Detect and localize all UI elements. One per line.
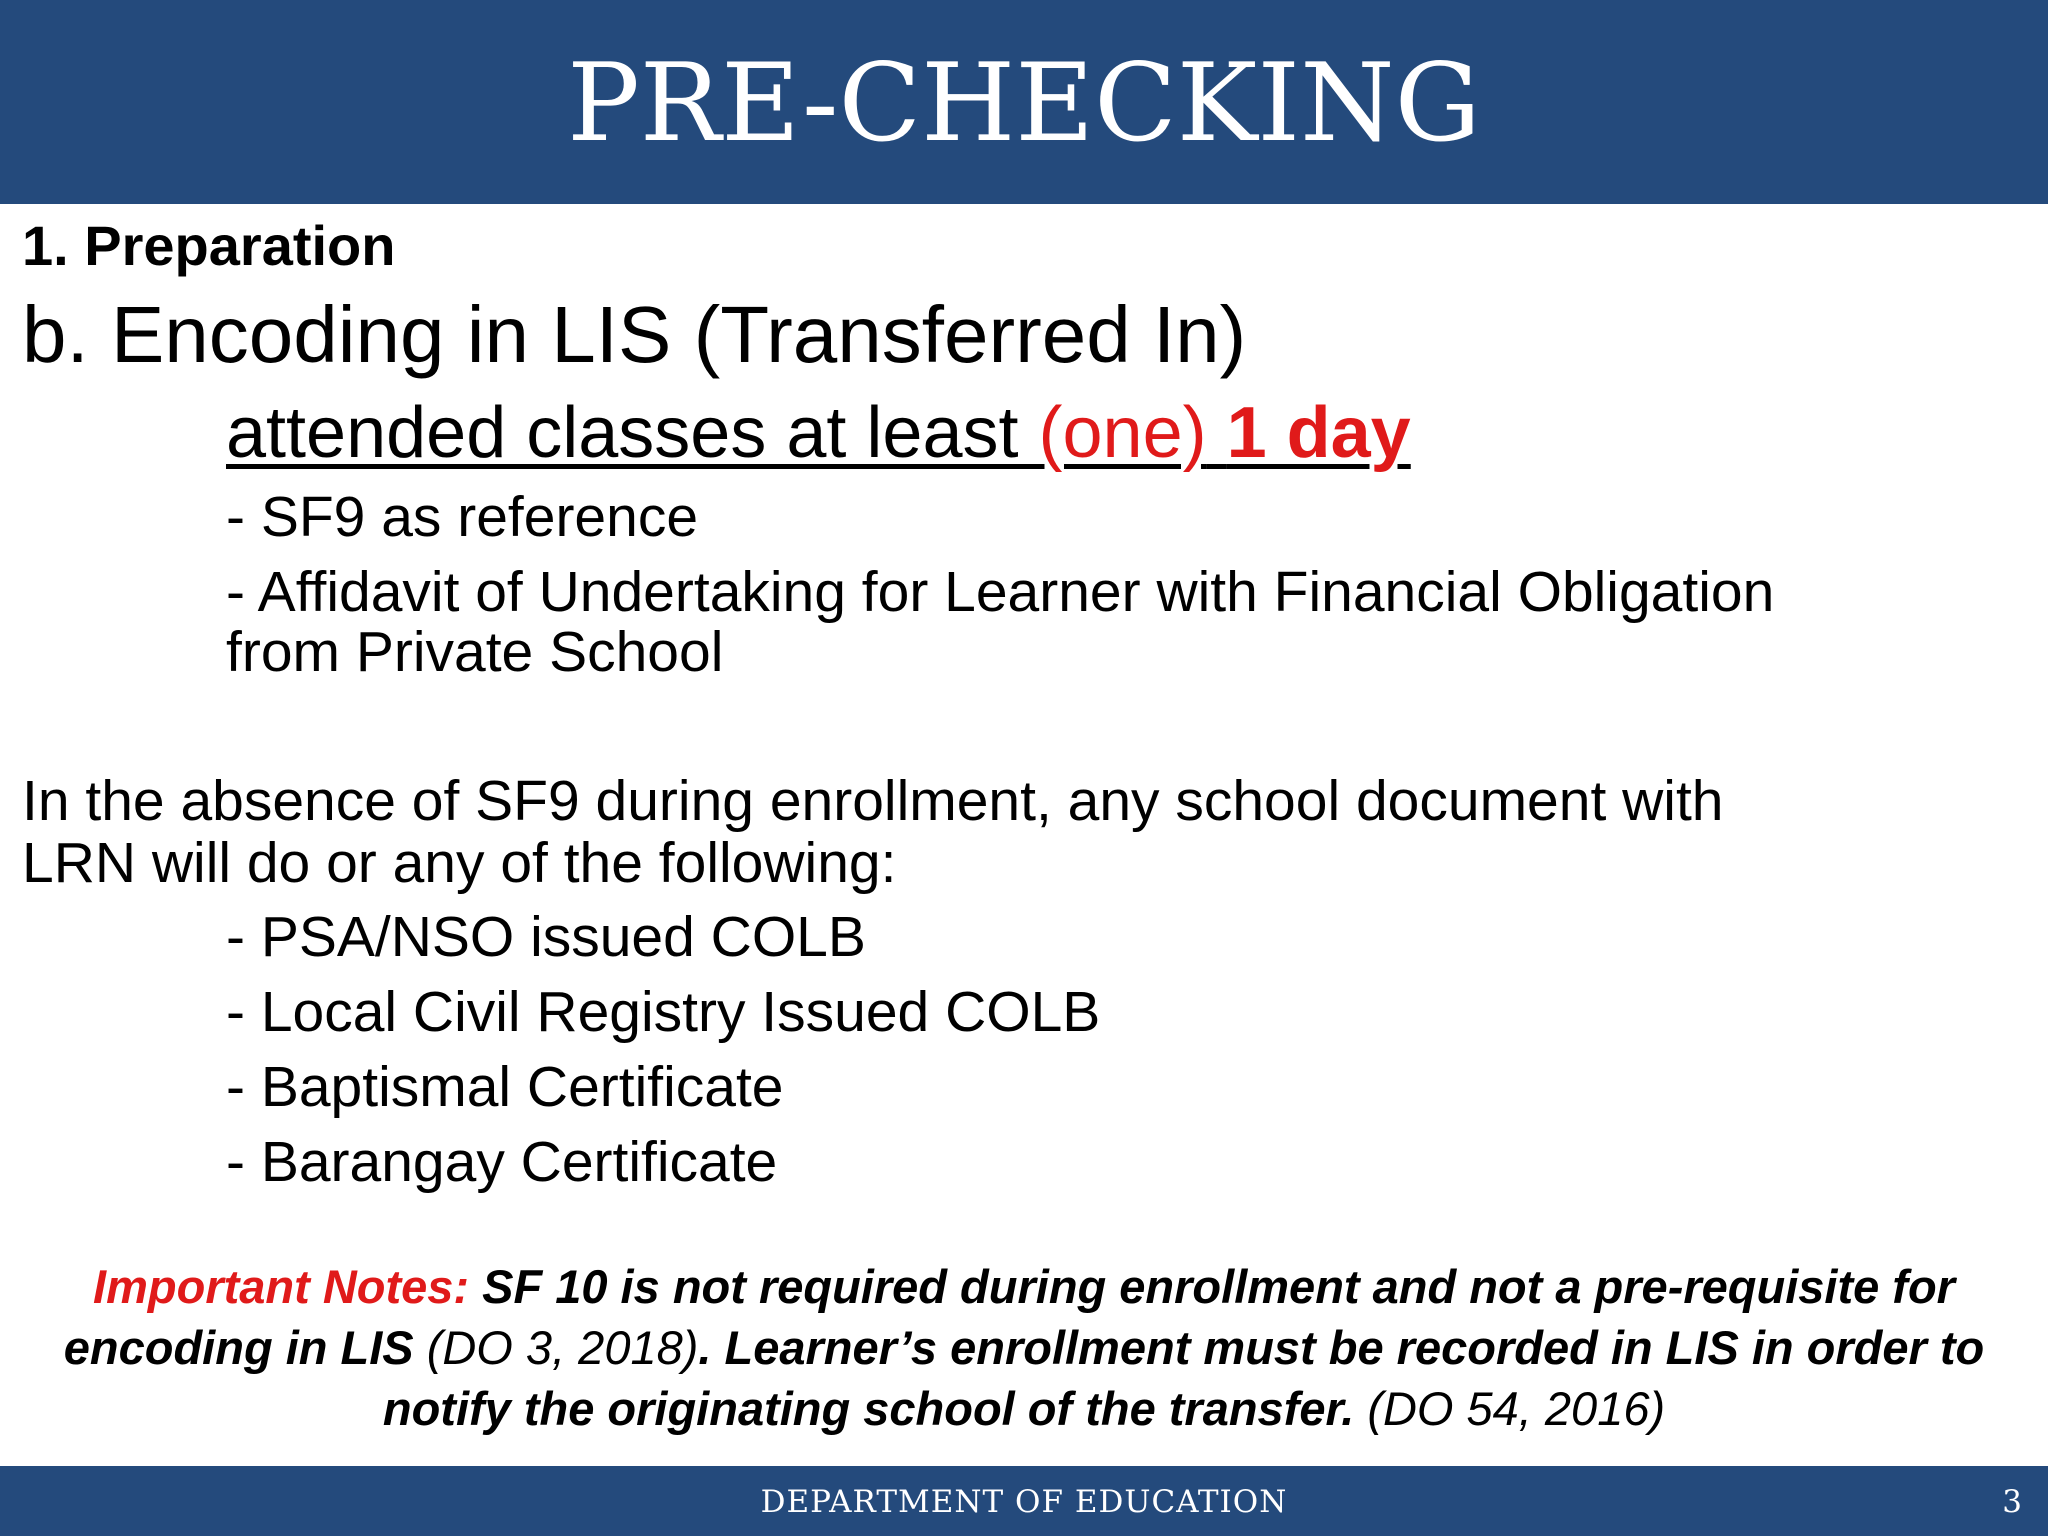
attendance-one: (one) [1038, 393, 1207, 473]
subsection-heading: b. Encoding in LIS (Transferred In) [22, 290, 1247, 379]
title-bar [0, 0, 2048, 204]
absence-line: LRN will do or any of the following: [22, 831, 897, 895]
notes-label: Important Notes: [93, 1260, 470, 1313]
slide-title: PRE-CHECKING [567, 41, 1481, 166]
footer-bar [0, 1466, 2048, 1536]
alternative-item: - Baptismal Certificate [226, 1055, 784, 1119]
alternative-item: - Local Civil Registry Issued COLB [226, 980, 1101, 1044]
requirement-item: - SF9 as reference [226, 485, 699, 549]
footer-department: DEPARTMENT OF EDUCATION [760, 1484, 1288, 1520]
important-notes [40, 1256, 2008, 1439]
notes-reference: (DO 3, 2018) [426, 1321, 699, 1374]
notes-text: SF 10 is not required during enrollment and not a pre-requisite for encoding in LIS [63, 1260, 1955, 1374]
page-number: 3 [2002, 1484, 2022, 1520]
requirement-item: from Private School [226, 620, 724, 684]
notes-reference: (DO 54, 2016) [1367, 1382, 1666, 1435]
section-heading: 1. Preparation [22, 214, 396, 277]
attendance-requirement [226, 392, 1411, 474]
requirement-item: - Affidavit of Undertaking for Learner with Financial Obligation [226, 560, 1775, 624]
alternative-item: - PSA/NSO issued COLB [226, 905, 866, 969]
attendance-text: attended classes at least [226, 393, 1039, 473]
attendance-day: 1 day [1226, 393, 1411, 473]
notes-text: . Learner’s enrollment must be recorded in LIS in order to notify the originating school of the transfer. [382, 1321, 1985, 1435]
absence-paragraph [22, 770, 1723, 894]
alternative-item: - Barangay Certificate [226, 1130, 778, 1194]
absence-line: In the absence of SF9 during enrollment, any school document with [22, 769, 1724, 833]
